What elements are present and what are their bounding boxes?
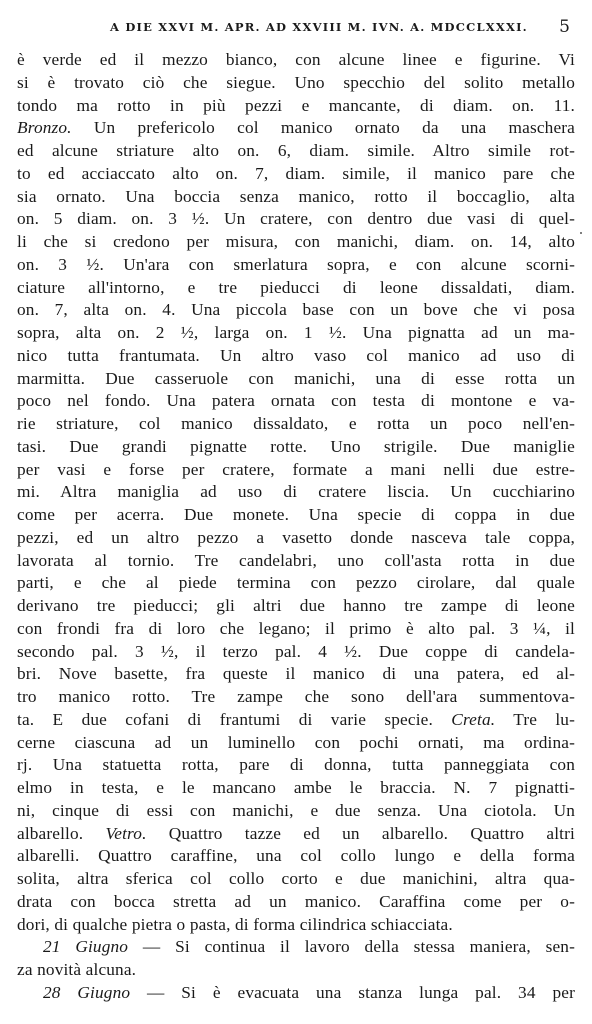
text-line [17,413,575,436]
text-span: elmo in testa, e le mancano ambe le braccia. N. 7 pignatti- [17,778,575,797]
stray-ink-mark [580,232,582,234]
text-line [17,777,575,800]
text-span: ciature all'intorno, e tre pieducci di leone dissaldati, diam. [17,277,575,297]
text-span: — Si è evacuata una stanza lunga pal. 34 per [130,982,575,1002]
text-span: per vasi e forse per cratere, formate a mani nelli due estre- [17,459,575,479]
text-span: li che si credono per misura, con manichi, diam. on. 14, alto [17,232,575,251]
text-span: sia ornato. Una boccia senza manico, rotto il boccaglio, alta [17,186,575,206]
italic-term: 28 Giugno [43,982,131,1002]
text-line [17,504,575,527]
text-span: ta. E due cofani di frantumi di varie specie. [17,709,452,729]
text-span: cerne ciascuna ad un luminello con pochi ornati, ma ordina- [17,732,575,752]
text-line [17,845,575,868]
text-line [17,208,575,231]
text-span: tasi. Due grandi pignatte rotte. Uno strigile. Due maniglie [17,436,575,456]
text-span: solita, altra sferica col collo corto e due manichini, altra qua- [17,869,575,888]
text-span: za novità alcuna. [17,960,137,979]
text-span: parti, e che al piede termina con pezzo cirolare, dal quale [17,573,575,593]
text-line [17,868,575,891]
text-span: on. 7, alta on. 4. Una piccola base con un bove che vi posa [17,300,575,320]
text-span: Quattro tazze ed un albarello. Quattro altri [146,823,575,843]
text-span: bri. Nove basette, fra queste il manico di una patera, ed al- [17,664,575,684]
text-span: nico tutta frantumata. Un altro vaso col manico ad uso di [17,345,575,365]
text-line [17,959,575,982]
text-line [17,186,575,209]
italic-term: Vetro. [105,823,147,843]
text-span: ed alcune striature alto on. 6, diam. simile. Altro simile rot- [17,141,575,160]
text-line [17,49,575,72]
text-line [17,982,575,1005]
text-span: on. 3 ½. Un'ara con smerlatura sopra, e con alcune scorni- [17,254,575,274]
text-span: come per acerra. Due monete. Una specie di coppa in due [17,505,575,524]
text-line [17,527,575,550]
text-span: dori, di qualche pietra o pasta, di forma cilindrica schiacciata. [17,914,453,934]
italic-term: Creta. [451,709,496,729]
text-span: poco nel fondo. Una patera ornata con testa di montone e va- [17,391,575,411]
text-span: on. 5 diam. on. 3 ½. Un cratere, con dentro due vasi di quel- [17,209,575,229]
text-line [17,754,575,777]
text-line [17,618,575,641]
text-line [17,732,575,755]
text-span: rie striature, col manico dissaldato, e rotta un poco nell'en- [17,414,575,433]
text-line [17,663,575,686]
text-span: — Si continua il lavoro della stessa maniera, sen- [128,937,575,957]
text-line [17,800,575,823]
text-span: con frondi fra di loro che legano; il primo è alto pal. 3 ¼, il [17,618,575,638]
text-line [17,459,575,482]
text-line [17,345,575,368]
text-line [17,595,575,618]
text-span: tro manico rotto. Tre zampe che sono dell'ara summentova- [17,687,575,706]
italic-term: Bronzo. [17,118,72,138]
page-number: 5 [559,17,570,37]
running-head [22,17,570,42]
text-line [17,368,575,391]
text-span: è verde ed il mezzo bianco, con alcune linee e figurine. Vi [17,50,575,69]
text-span: si è trovato ciò che siegue. Uno specchio del solito metallo [17,72,575,92]
text-line [17,686,575,709]
text-span: sopra, alta on. 2 ½, larga on. 1 ½. Una pignatta ad un ma- [17,323,575,342]
text-span: tondo ma rotto in più pezzi e mancante, di diam. on. 11. [17,95,575,115]
running-head-text: A DIE XXVI M. APR. AD XXVIII M. IVN. A. MDCCLXXXI. [110,20,528,34]
text-span: derivano tre pieducci; gli altri due hanno tre zampe di leone [17,596,575,615]
text-line [17,550,575,573]
text-span: albarelli. Quattro caraffine, una col collo lungo e della forma [17,846,575,866]
text-line [17,891,575,914]
text-span: mi. Altra maniglia ad uso di cratere liscia. Un cucchiarino [17,482,575,502]
text-span: rj. Una statuetta rotta, pare di donna, tutta panneggiata con [17,755,575,775]
text-line [17,140,575,163]
text-span: secondo pal. 3 ½, il terzo pal. 4 ½. Due coppe di candela- [17,641,575,661]
text-span: albarello. [17,823,106,843]
body-text [17,49,575,1005]
text-line [17,117,575,140]
text-line [17,72,575,95]
italic-term: 21 Giugno [43,937,129,957]
text-line [17,95,575,118]
text-span: to ed acciaccato alto on. 7, diam. simile, il manico pare che [17,163,575,183]
text-line [17,709,575,732]
text-span: ni, cinque di essi con manichi, e due senza. Una ciotola. Un [17,800,575,820]
text-line [17,936,575,959]
text-line [17,322,575,345]
text-line [17,914,575,937]
text-line [17,299,575,322]
text-line [17,436,575,459]
text-line [17,641,575,664]
text-line [17,231,575,254]
text-line [17,572,575,595]
text-line [17,277,575,300]
text-line [17,254,575,277]
text-span: drata con bocca stretta ad un manico. Caraffina come per o- [17,891,575,911]
text-line [17,823,575,846]
text-line [17,481,575,504]
text-span: pezzi, ed un altro pezzo a vasetto donde nasceva tale coppa, [17,527,575,547]
text-span: marmitta. Due casseruole con manichi, una di esse rotta un [17,368,575,388]
text-line [17,390,575,413]
text-span: Tre lu- [495,709,575,729]
text-span: lavorata al tornio. Tre candelabri, uno coll'asta rotta in due [17,550,575,570]
text-span: Un prefericolo col manico ornato da una maschera [71,118,575,138]
text-line [17,163,575,186]
